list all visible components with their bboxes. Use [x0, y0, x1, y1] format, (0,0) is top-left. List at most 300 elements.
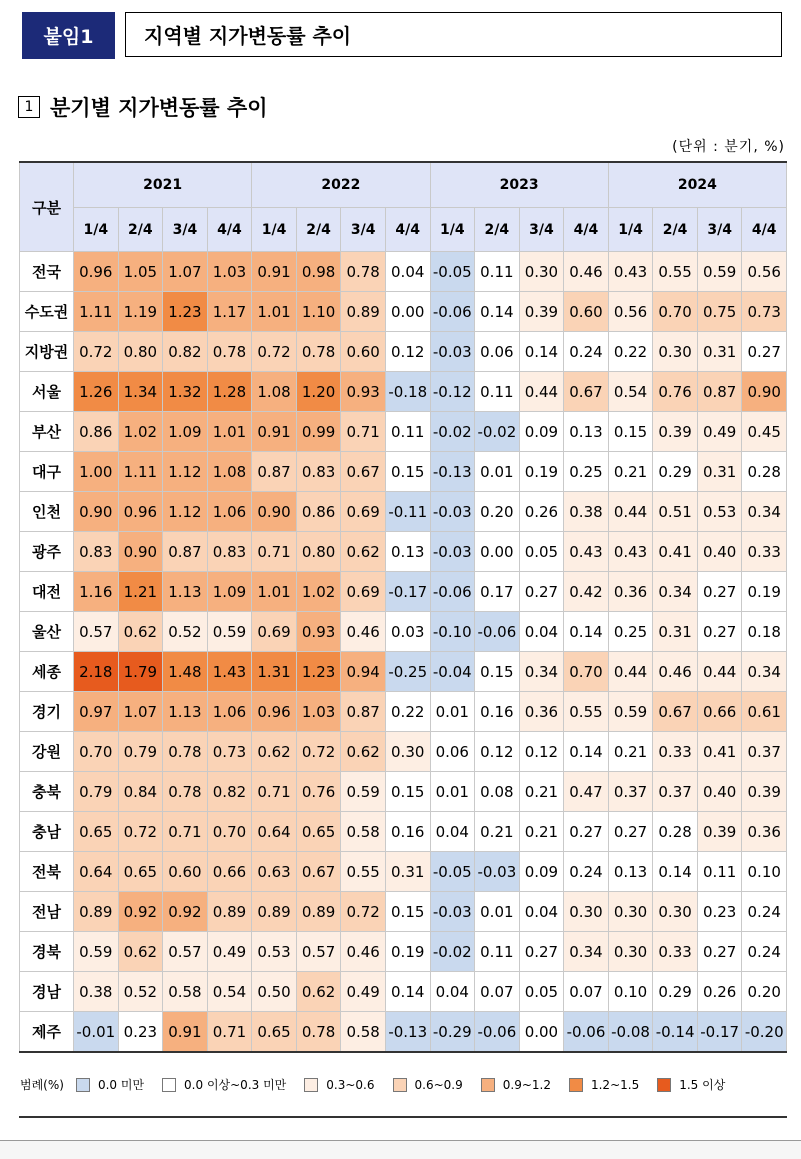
rate-cell: 0.31	[385, 852, 430, 892]
rate-cell: 0.70	[207, 812, 252, 852]
rate-cell: 0.91	[252, 252, 297, 292]
table-row	[20, 452, 787, 492]
rate-cell: 0.19	[385, 932, 430, 972]
rate-cell: 0.27	[742, 332, 787, 372]
rate-cell: 0.61	[742, 692, 787, 732]
rate-cell: 0.41	[653, 532, 698, 572]
rate-cell: 0.27	[608, 812, 653, 852]
rate-cell: -0.02	[475, 412, 520, 452]
rate-cell: 0.27	[519, 932, 564, 972]
rate-cell: 0.59	[608, 692, 653, 732]
rate-cell: 0.40	[697, 772, 742, 812]
rate-cell: 0.54	[207, 972, 252, 1012]
rate-cell: 1.34	[118, 372, 163, 412]
rate-cell: 0.31	[697, 332, 742, 372]
rate-cell: 1.13	[163, 572, 208, 612]
rate-cell: 0.12	[475, 732, 520, 772]
rate-cell: 0.26	[697, 972, 742, 1012]
rate-cell: 0.07	[564, 972, 609, 1012]
rate-cell: 0.67	[296, 852, 341, 892]
quarter-header: 4/4	[385, 208, 430, 252]
rate-cell: 1.02	[118, 412, 163, 452]
region-label: 충남	[20, 812, 74, 852]
table-row	[20, 932, 787, 972]
rate-cell: 0.79	[74, 772, 119, 812]
rate-cell: 0.99	[296, 412, 341, 452]
rate-cell: 1.09	[163, 412, 208, 452]
rate-cell: 0.65	[74, 812, 119, 852]
rate-cell: 0.27	[697, 932, 742, 972]
rate-cell: 0.08	[475, 772, 520, 812]
rate-cell: 1.12	[163, 492, 208, 532]
rate-cell: 0.38	[74, 972, 119, 1012]
rate-cell: 0.76	[653, 372, 698, 412]
rate-cell: 0.44	[608, 652, 653, 692]
legend-item	[569, 1078, 639, 1092]
rate-cell: 0.33	[653, 732, 698, 772]
year-header: 2022	[252, 162, 430, 208]
rate-cell: 0.27	[519, 572, 564, 612]
rate-cell: 0.54	[608, 372, 653, 412]
legend-swatch	[569, 1078, 583, 1092]
rate-cell: 0.60	[564, 292, 609, 332]
quarter-header: 4/4	[207, 208, 252, 252]
rate-cell: 0.71	[252, 772, 297, 812]
legend-title: 범례(%)	[20, 1078, 64, 1092]
legend-item	[76, 1076, 144, 1093]
region-label: 부산	[20, 412, 74, 452]
rate-cell: 0.28	[742, 452, 787, 492]
rate-cell: 0.07	[475, 972, 520, 1012]
rate-cell: 0.44	[697, 652, 742, 692]
rate-cell: 0.13	[564, 412, 609, 452]
legend-label: 1.5 이상	[679, 1078, 726, 1092]
rate-cell: 0.78	[341, 252, 386, 292]
rate-cell: 0.04	[519, 892, 564, 932]
rate-cell: 0.34	[653, 572, 698, 612]
rate-cell: -0.29	[430, 1012, 475, 1053]
rate-cell: -0.25	[385, 652, 430, 692]
rate-cell: -0.06	[475, 612, 520, 652]
rate-cell: 1.13	[163, 692, 208, 732]
rate-cell: 0.28	[653, 812, 698, 852]
region-label: 충북	[20, 772, 74, 812]
rate-cell: 0.78	[163, 732, 208, 772]
legend-item	[657, 1076, 725, 1093]
rate-cell: 0.30	[608, 932, 653, 972]
rate-cell: 0.00	[519, 1012, 564, 1053]
legend-label: 1.2~1.5	[590, 1077, 640, 1092]
rate-cell: 0.10	[742, 852, 787, 892]
rate-cell: 0.25	[608, 612, 653, 652]
rate-cell: 0.65	[252, 1012, 297, 1053]
rate-cell: 0.76	[296, 772, 341, 812]
rate-cell: 0.21	[608, 452, 653, 492]
quarter-header: 1/4	[608, 208, 653, 252]
rate-cell: -0.03	[430, 892, 475, 932]
rate-cell: 0.14	[564, 612, 609, 652]
rate-cell: 0.83	[74, 532, 119, 572]
section-heading	[18, 92, 267, 122]
rate-cell: 1.17	[207, 292, 252, 332]
rate-cell: 1.23	[296, 652, 341, 692]
table-row	[20, 292, 787, 332]
rate-cell: -0.13	[430, 452, 475, 492]
rate-cell: 0.72	[252, 332, 297, 372]
rate-cell: -0.20	[742, 1012, 787, 1053]
legend-item	[304, 1078, 374, 1092]
rate-cell: 0.38	[564, 492, 609, 532]
rate-cell: 0.06	[430, 732, 475, 772]
rate-cell: 0.37	[608, 772, 653, 812]
rate-cell: 1.43	[207, 652, 252, 692]
region-label: 광주	[20, 532, 74, 572]
rate-cell: 0.04	[385, 252, 430, 292]
legend-swatch	[481, 1078, 495, 1092]
rate-cell: 1.19	[118, 292, 163, 332]
rate-cell: 0.19	[519, 452, 564, 492]
rate-cell: 0.22	[385, 692, 430, 732]
rate-cell: -0.03	[475, 852, 520, 892]
rate-cell: 0.24	[564, 332, 609, 372]
rate-cell: 0.37	[653, 772, 698, 812]
table-row	[20, 892, 787, 932]
rate-cell: 0.04	[430, 972, 475, 1012]
rate-cell: -0.06	[430, 292, 475, 332]
region-label: 제주	[20, 1012, 74, 1053]
rate-cell: 0.22	[608, 332, 653, 372]
rate-cell: 0.89	[296, 892, 341, 932]
rate-cell: 0.09	[519, 852, 564, 892]
rate-cell: 0.82	[163, 332, 208, 372]
rate-cell: 1.08	[252, 372, 297, 412]
rate-cell: 1.01	[207, 412, 252, 452]
rate-cell: 0.87	[163, 532, 208, 572]
rate-cell: 0.80	[296, 532, 341, 572]
rate-cell: 0.15	[385, 892, 430, 932]
rate-cell: 1.11	[74, 292, 119, 332]
rate-cell: 2.18	[74, 652, 119, 692]
rate-cell: 0.60	[341, 332, 386, 372]
rate-cell: 1.06	[207, 492, 252, 532]
rate-cell: 0.58	[163, 972, 208, 1012]
rate-cell: 1.05	[118, 252, 163, 292]
rate-cell: -0.08	[608, 1012, 653, 1053]
rate-cell: 0.49	[207, 932, 252, 972]
rate-cell: -0.01	[74, 1012, 119, 1053]
rate-cell: 0.04	[519, 612, 564, 652]
rate-cell: 0.92	[163, 892, 208, 932]
table-row	[20, 772, 787, 812]
rate-cell: 0.56	[742, 252, 787, 292]
rate-cell: 0.30	[653, 332, 698, 372]
table-row	[20, 372, 787, 412]
rate-cell: 0.58	[341, 812, 386, 852]
rate-cell: 1.01	[252, 292, 297, 332]
rate-cell: -0.05	[430, 852, 475, 892]
rate-cell: -0.03	[430, 332, 475, 372]
region-label: 수도권	[20, 292, 74, 332]
rate-cell: 0.13	[385, 532, 430, 572]
rate-cell: 0.67	[564, 372, 609, 412]
region-label: 전국	[20, 252, 74, 292]
legend-label: 0.0 미만	[97, 1078, 145, 1092]
rate-cell: 0.05	[519, 532, 564, 572]
rate-cell: 1.26	[74, 372, 119, 412]
region-label: 경북	[20, 932, 74, 972]
rate-cell: 0.98	[296, 252, 341, 292]
rate-cell: 0.42	[564, 572, 609, 612]
rate-cell: 0.67	[341, 452, 386, 492]
quarter-header: 2/4	[475, 208, 520, 252]
rate-cell: 0.96	[252, 692, 297, 732]
region-label: 지방권	[20, 332, 74, 372]
rate-cell: 1.10	[296, 292, 341, 332]
rate-cell: 0.18	[742, 612, 787, 652]
region-label: 서울	[20, 372, 74, 412]
land-price-table	[19, 161, 787, 1053]
rate-cell: 0.64	[252, 812, 297, 852]
region-label: 강원	[20, 732, 74, 772]
rate-cell: 0.73	[742, 292, 787, 332]
legend-swatch	[162, 1078, 176, 1092]
rate-cell: 0.34	[564, 932, 609, 972]
rate-cell: 0.70	[653, 292, 698, 332]
page-edge	[0, 1140, 801, 1159]
legend-item	[162, 1076, 286, 1093]
rate-cell: 0.65	[296, 812, 341, 852]
rate-cell: 1.21	[118, 572, 163, 612]
rate-cell: 0.39	[742, 772, 787, 812]
rate-cell: 0.27	[697, 572, 742, 612]
rate-cell: 0.23	[118, 1012, 163, 1053]
rate-cell: -0.10	[430, 612, 475, 652]
rate-cell: 0.53	[252, 932, 297, 972]
table-row	[20, 412, 787, 452]
rate-cell: 0.87	[252, 452, 297, 492]
region-label: 인천	[20, 492, 74, 532]
rate-cell: 0.12	[519, 732, 564, 772]
quarter-header: 3/4	[341, 208, 386, 252]
rate-cell: 0.83	[296, 452, 341, 492]
rate-cell: 0.14	[519, 332, 564, 372]
rate-cell: 0.93	[341, 372, 386, 412]
rate-cell: 0.30	[653, 892, 698, 932]
rate-cell: 0.26	[519, 492, 564, 532]
rate-cell: 0.21	[519, 772, 564, 812]
rate-cell: 0.11	[475, 372, 520, 412]
region-label: 전북	[20, 852, 74, 892]
rate-cell: 0.37	[742, 732, 787, 772]
table-row	[20, 852, 787, 892]
rate-cell: 1.08	[207, 452, 252, 492]
rate-cell: 0.62	[341, 532, 386, 572]
rate-cell: 0.79	[118, 732, 163, 772]
region-label: 전남	[20, 892, 74, 932]
appendix-badge: 붙임1	[22, 12, 115, 59]
rate-cell: -0.02	[430, 412, 475, 452]
legend-item	[481, 1078, 551, 1092]
rate-cell: 0.82	[207, 772, 252, 812]
rate-cell: 0.52	[118, 972, 163, 1012]
rate-cell: 0.30	[385, 732, 430, 772]
rate-cell: 0.11	[475, 932, 520, 972]
rate-cell: 0.19	[742, 572, 787, 612]
legend	[20, 1076, 743, 1093]
region-header: 구분	[20, 162, 74, 252]
rate-cell: 1.03	[296, 692, 341, 732]
rate-cell: 0.67	[653, 692, 698, 732]
rate-cell: 0.01	[430, 692, 475, 732]
rate-cell: 1.20	[296, 372, 341, 412]
rate-cell: 0.91	[252, 412, 297, 452]
rate-cell: 0.00	[475, 532, 520, 572]
rate-cell: 0.56	[608, 292, 653, 332]
legend-label: 0.0 이상~0.3 미만	[184, 1078, 287, 1092]
rate-cell: 0.49	[341, 972, 386, 1012]
region-label: 대구	[20, 452, 74, 492]
rate-cell: -0.18	[385, 372, 430, 412]
quarter-header: 2/4	[118, 208, 163, 252]
unit-note: (단위 : 분기, %)	[672, 139, 785, 155]
rate-cell: 0.44	[519, 372, 564, 412]
rate-cell: 0.66	[697, 692, 742, 732]
region-label: 세종	[20, 652, 74, 692]
rate-cell: 0.71	[163, 812, 208, 852]
rate-cell: 0.72	[118, 812, 163, 852]
rate-cell: 0.20	[475, 492, 520, 532]
quarter-header: 1/4	[252, 208, 297, 252]
rate-cell: 0.17	[475, 572, 520, 612]
rate-cell: 0.43	[608, 252, 653, 292]
rate-cell: -0.17	[697, 1012, 742, 1053]
rate-cell: 0.21	[519, 812, 564, 852]
rate-cell: 0.36	[608, 572, 653, 612]
rate-cell: -0.11	[385, 492, 430, 532]
quarter-header: 2/4	[653, 208, 698, 252]
quarter-header: 1/4	[74, 208, 119, 252]
rate-cell: 0.63	[252, 852, 297, 892]
rate-cell: 1.79	[118, 652, 163, 692]
rate-cell: 0.46	[653, 652, 698, 692]
table-row	[20, 252, 787, 292]
rate-cell: 0.62	[341, 732, 386, 772]
rate-cell: 1.00	[74, 452, 119, 492]
rate-cell: 0.57	[163, 932, 208, 972]
rate-cell: 0.89	[207, 892, 252, 932]
table-row	[20, 732, 787, 772]
rate-cell: 0.24	[564, 852, 609, 892]
table-row	[20, 332, 787, 372]
rate-cell: 0.87	[341, 692, 386, 732]
rate-cell: 0.14	[385, 972, 430, 1012]
rate-cell: 0.46	[341, 612, 386, 652]
rate-cell: 0.70	[74, 732, 119, 772]
rate-cell: 0.36	[742, 812, 787, 852]
rate-cell: 0.51	[653, 492, 698, 532]
legend-label: 0.3~0.6	[326, 1077, 375, 1092]
rate-cell: 0.01	[430, 772, 475, 812]
rate-cell: 1.12	[163, 452, 208, 492]
legend-item	[393, 1078, 463, 1092]
quarter-header: 3/4	[519, 208, 564, 252]
table-row	[20, 612, 787, 652]
rate-cell: 0.78	[296, 1012, 341, 1053]
rate-cell: 0.34	[742, 492, 787, 532]
rate-cell: 0.23	[697, 892, 742, 932]
rate-cell: 0.12	[385, 332, 430, 372]
rate-cell: 0.86	[296, 492, 341, 532]
quarter-header: 4/4	[742, 208, 787, 252]
rate-cell: 0.47	[564, 772, 609, 812]
rate-cell: 0.33	[653, 932, 698, 972]
rate-cell: 0.30	[608, 892, 653, 932]
rate-cell: 0.69	[341, 572, 386, 612]
rate-cell: 1.48	[163, 652, 208, 692]
region-label: 경기	[20, 692, 74, 732]
rate-cell: 0.39	[653, 412, 698, 452]
rate-cell: 0.57	[296, 932, 341, 972]
quarter-header: 3/4	[697, 208, 742, 252]
rate-cell: 0.94	[341, 652, 386, 692]
rate-cell: 1.23	[163, 292, 208, 332]
rate-cell: -0.02	[430, 932, 475, 972]
rate-cell: -0.06	[564, 1012, 609, 1053]
rate-cell: 0.14	[475, 292, 520, 332]
rate-cell: 0.62	[296, 972, 341, 1012]
rate-cell: 0.45	[742, 412, 787, 452]
rate-cell: -0.14	[653, 1012, 698, 1053]
rate-cell: 0.29	[653, 452, 698, 492]
rate-cell: 0.13	[608, 852, 653, 892]
table-row	[20, 1012, 787, 1053]
rate-cell: 0.39	[697, 812, 742, 852]
rate-cell: 0.30	[519, 252, 564, 292]
legend-label: 0.6~0.9	[414, 1077, 463, 1092]
rate-cell: 0.14	[564, 732, 609, 772]
table-row	[20, 972, 787, 1012]
rate-cell: 0.39	[519, 292, 564, 332]
rate-cell: 0.03	[385, 612, 430, 652]
rate-cell: 0.90	[252, 492, 297, 532]
bottom-rule	[19, 1116, 787, 1118]
document-title: 지역별 지가변동률 추이	[125, 12, 782, 57]
quarter-header: 2/4	[296, 208, 341, 252]
rate-cell: 0.14	[653, 852, 698, 892]
rate-cell: 1.32	[163, 372, 208, 412]
rate-cell: 0.33	[742, 532, 787, 572]
table-row	[20, 652, 787, 692]
table-row	[20, 572, 787, 612]
rate-cell: 0.66	[207, 852, 252, 892]
rate-cell: 0.89	[74, 892, 119, 932]
rate-cell: 0.71	[252, 532, 297, 572]
rate-cell: 1.31	[252, 652, 297, 692]
rate-cell: 0.87	[697, 372, 742, 412]
rate-cell: 0.57	[74, 612, 119, 652]
rate-cell: 0.16	[475, 692, 520, 732]
rate-cell: 0.96	[118, 492, 163, 532]
rate-cell: 0.96	[74, 252, 119, 292]
rate-cell: 0.44	[608, 492, 653, 532]
rate-cell: 0.27	[697, 612, 742, 652]
rate-cell: 0.46	[341, 932, 386, 972]
rate-cell: 0.58	[341, 1012, 386, 1053]
rate-cell: 0.01	[475, 892, 520, 932]
rate-cell: 1.02	[296, 572, 341, 612]
rate-cell: 0.11	[475, 252, 520, 292]
rate-cell: 0.71	[341, 412, 386, 452]
